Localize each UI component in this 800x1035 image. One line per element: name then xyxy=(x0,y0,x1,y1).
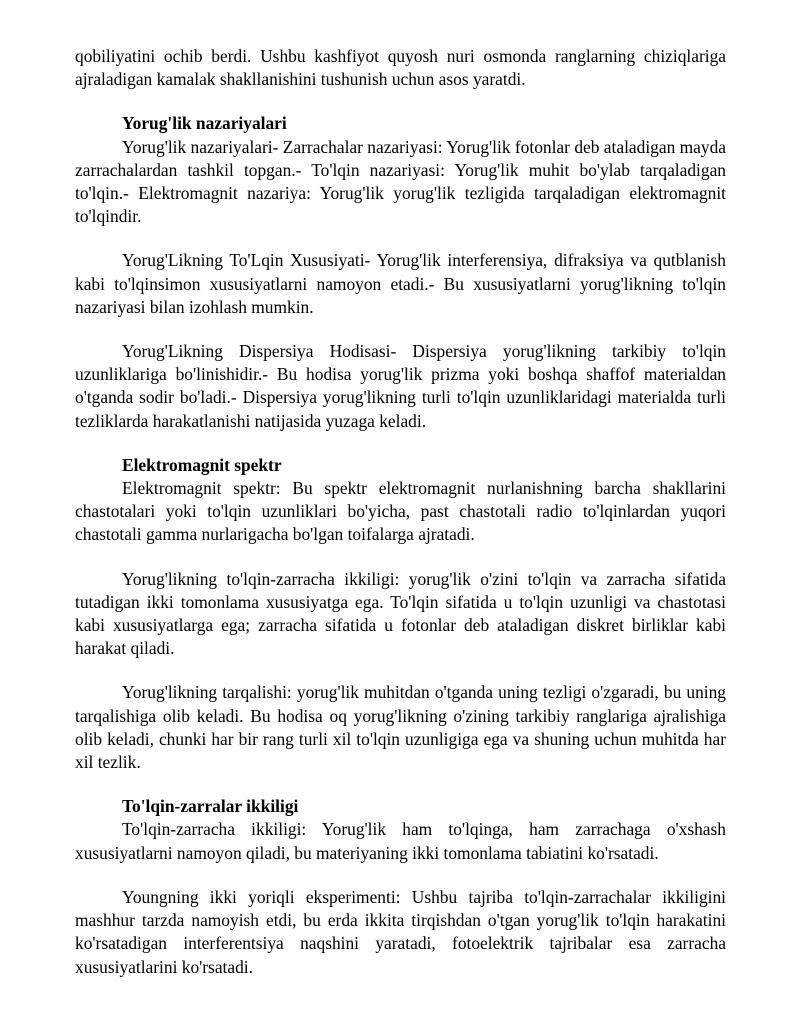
paragraph-light-theories: Yorug'lik nazariyalari- Zarrachalar nazariyasi: Yorug'lik fotonlar deb ataladigan mayda zarrachalardan tashkil topgan.- To'lqin nazariyasi: Yorug'lik muhit bo'ylab tarqaladigan to'lqin.- Elektromagnit nazariya: Yorug'lik yorug'lik tezligida tarqaladigan elektromagnit to'lqindir. xyxy=(75,136,726,227)
paragraph-dispersion: Yorug'Likning Dispersiya Hodisasi- Dispersiya yorug'likning tarkibiy to'lqin uzunliklariga bo'linishidir.- Bu hodisa yorug'lik prizma yoki boshqa shaffof materialdan o'tganda sodir bo'ladi.- Dispersiya yorug'likning turli to'lqin uzunliklaridagi materialda turli tezliklarda harakatlanishi natijasida yuzaga keladi. xyxy=(75,341,726,431)
heading-light-theories: Yorug'lik nazariyalari xyxy=(122,113,287,134)
paragraph-young-experiment: Youngning ikki yoriqli eksperimenti: Ushbu tajriba to'lqin-zarrachalar ikkiligini mashhur tarzda namoyish etdi, bu erda ikkita tirqishdan o'tgan yorug'lik to'lqin harakatini ko'rsatadigan interferentsiya naqshini yaratadi, fotoelektrik tajribalar esa zarracha xususiyatlarini ko'rsatadi. xyxy=(75,886,726,977)
heading-electromagnetic-spectrum: Elektromagnit spektr xyxy=(122,454,282,475)
paragraph-wave-property: Yorug'Likning To'Lqin Xususiyati- Yorug'lik interferensiya, difraksiya va qutblanish kabi to'lqinsimon xususiyatlarni namoyon etadi.- Bu xususiyatlarni yorug'likning to'lqin nazariyasi bilan izohlash mumkin. xyxy=(75,250,726,317)
paragraph-continuation: qobiliyatini ochib berdi. Ushbu kashfiyot quyosh nuri osmonda ranglarning chiziqlariga ajraladigan kamalak shakllanishini tushunish uchun asos yaratdi. xyxy=(75,46,726,90)
paragraph-propagation: Yorug'likning tarqalishi: yorug'lik muhitdan o'tganda uning tezligi o'zgaradi, bu uning tarqalishiga olib keladi. Bu hodisa oq yorug'likning o'zining tarkibiy ranglariga ajralishiga olib keladi, chunki har bir rang turli xil to'lqin uzunligiga ega va shuning uchun muhitda har xil tezlik. xyxy=(75,682,726,773)
paragraph-electromagnetic-spectrum: Elektromagnit spektr: Bu spektr elektromagnit nurlanishning barcha shakllarini chastotalari yoki to'lqin uzunliklari bo'yicha, past chastotali radio to'lqinlardan yuqori chastotali gamma nurlarigacha bo'lgan toifalarga ajratadi. xyxy=(75,478,726,545)
paragraph-wave-particle-light: Yorug'likning to'lqin-zarracha ikkiligi: yorug'lik o'zini to'lqin va zarracha sifatida tutadigan ikki tomonlama xususiyatga ega. To'lqin sifatida u to'lqin uzunligi va chastotasi kabi xususiyatlarga ega; zarracha sifatida u fotonlar deb ataladigan diskret birliklar kabi harakat qiladi. xyxy=(75,568,726,659)
paragraph-wave-particle-duality: To'lqin-zarracha ikkiligi: Yorug'lik ham to'lqinga, ham zarrachaga o'xshash xususiyatlarni namoyon qiladi, bu materiyaning ikki tomonlama tabiatini ko'rsatadi. xyxy=(75,819,726,863)
heading-wave-particle-duality: To'lqin-zarralar ikkiligi xyxy=(122,796,299,817)
